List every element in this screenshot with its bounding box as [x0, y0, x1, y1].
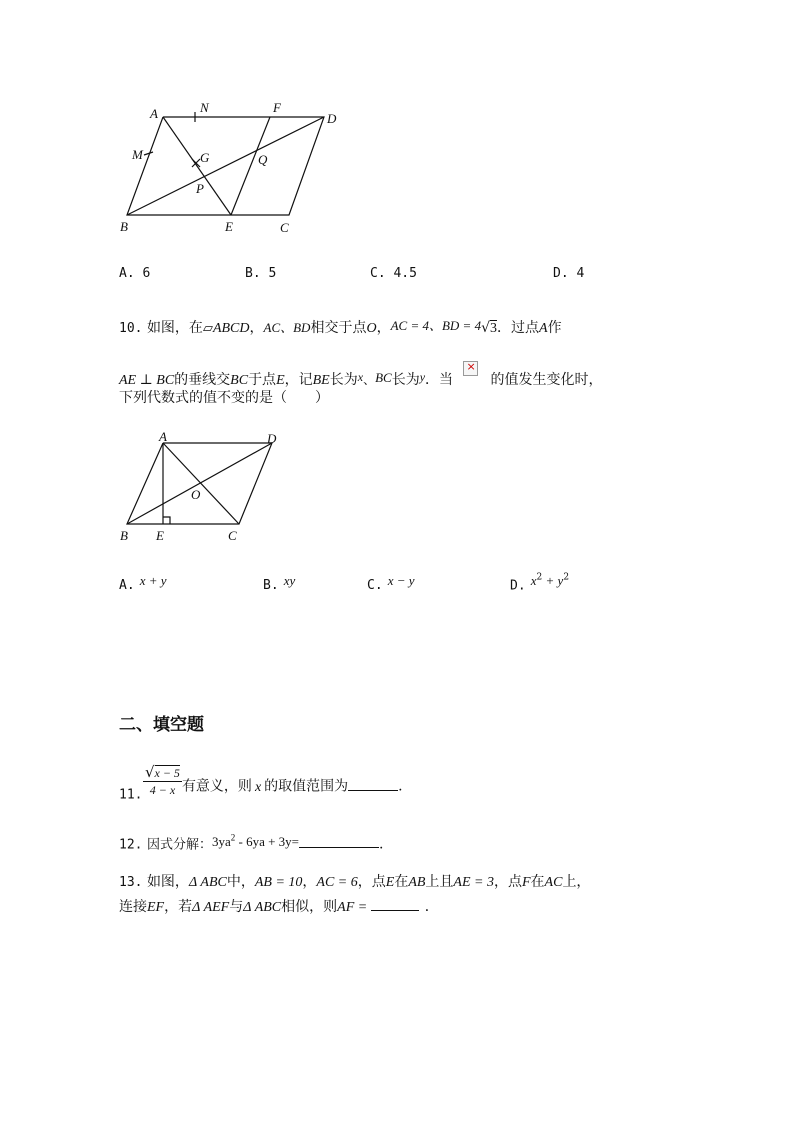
- q13-text: 与: [229, 899, 244, 915]
- q12-math: 3ya: [211, 834, 231, 850]
- q9-label-b: B: [120, 219, 128, 234]
- option-letter: D.: [553, 266, 569, 281]
- q13-text: ，点: [357, 874, 386, 890]
- q12-math: =: [291, 834, 300, 850]
- option-letter: D.: [510, 578, 526, 594]
- q13-math: =: [354, 900, 371, 915]
- option-letter: A.: [119, 266, 135, 281]
- q9-segment-ae: [163, 117, 231, 215]
- q9-option-b: [245, 266, 276, 281]
- option-text: xy: [283, 573, 296, 588]
- q10-text: 、: [363, 373, 376, 387]
- q9-label-q: Q: [258, 152, 268, 167]
- q11-denominator: 4 − x: [143, 781, 182, 798]
- option-letter: B.: [245, 266, 261, 281]
- q10-line-1: [119, 315, 562, 337]
- q9-option-c: [370, 266, 417, 281]
- q9-figure: [110, 95, 350, 240]
- q9-label-e: E: [225, 219, 233, 234]
- q13-math: AC: [544, 875, 563, 890]
- q10-text: ，记: [284, 372, 313, 388]
- q13-text: 如图，: [146, 874, 189, 890]
- q10-option-a: [119, 573, 167, 593]
- q12-text: .: [379, 836, 384, 853]
- q13-text: 连接: [119, 899, 147, 915]
- q10-math: E: [276, 373, 285, 388]
- q13-text: 在: [530, 874, 545, 890]
- q10-math: y: [419, 370, 426, 384]
- q10-option-d: [510, 573, 569, 593]
- q12-answer-blank[interactable]: [299, 833, 379, 848]
- q11-line: [119, 763, 403, 803]
- sqrt-symbol: √: [481, 320, 490, 336]
- q10-math: A: [539, 321, 548, 336]
- q10-option-c: [367, 573, 415, 593]
- q13-text: 相似，则: [281, 899, 338, 915]
- option-exponent: 2: [536, 573, 543, 583]
- q9-label-a: A: [150, 106, 158, 121]
- q10-math: AE ⊥ BC: [119, 373, 175, 388]
- q13-math: E: [385, 875, 395, 890]
- q11-radicand: x − 5: [154, 766, 180, 780]
- question-number: 11.: [119, 787, 143, 803]
- q9-option-d: [553, 266, 584, 281]
- q10-text: 长为: [391, 372, 420, 388]
- option-exponent: 2: [563, 573, 570, 583]
- q9-option-a: [119, 266, 150, 281]
- q11-fraction: [143, 763, 182, 798]
- q13-line-1: [119, 871, 590, 891]
- q11-text: .: [398, 778, 403, 795]
- q13-math: Δ ABC: [188, 875, 227, 890]
- question-number: 13.: [119, 875, 143, 890]
- option-math: + y: [542, 573, 564, 589]
- q10-text: ．过点: [497, 320, 539, 336]
- option-text: 4: [576, 266, 585, 281]
- q10-text: ．当: [425, 372, 454, 388]
- option-text: 4.5: [393, 266, 417, 281]
- q12-line: [119, 833, 383, 852]
- q13-math: AE = 3: [453, 875, 494, 890]
- q9-label-p: P: [196, 181, 204, 196]
- q10-math: BC: [375, 370, 392, 385]
- q12-exponent: 2: [230, 833, 236, 843]
- q13-text: ．: [424, 899, 439, 915]
- q9-label-c: C: [280, 220, 289, 235]
- section-heading: 二、填空题: [119, 715, 204, 735]
- q10-text: 的垂线交: [174, 372, 231, 388]
- q10-option-b: [263, 573, 295, 593]
- q10-text: 如图，在: [146, 320, 203, 336]
- parallelogram-symbol: ▱: [202, 321, 213, 336]
- q13-math: AF: [337, 900, 355, 915]
- q11-answer-blank[interactable]: [348, 776, 398, 791]
- q10-text: 长为: [329, 372, 358, 388]
- q13-math: Δ AEF: [192, 900, 230, 915]
- broken-image-icon: [463, 361, 478, 376]
- option-letter: A.: [119, 578, 135, 593]
- q10-text: 的值发生变化时，: [490, 372, 603, 388]
- q10-text: 于点: [248, 372, 277, 388]
- q10-diagonal-bd: [127, 443, 272, 524]
- q10-math: O: [366, 321, 377, 336]
- option-text: x + y: [139, 573, 167, 588]
- q13-math: Δ ABC: [243, 900, 282, 915]
- q10-label-d: D: [267, 431, 277, 446]
- q12-math: - 6ya + 3y: [235, 834, 292, 850]
- option-letter: B.: [263, 578, 279, 593]
- q11-text: 的取值范围为: [264, 778, 349, 795]
- q9-label-d: D: [327, 111, 337, 126]
- q9-label-f: F: [273, 100, 281, 115]
- q13-math: AB = 10: [254, 875, 303, 890]
- q10-right-angle-mark: [163, 517, 170, 524]
- q12-expression: [212, 834, 299, 849]
- q10-label-a: A: [159, 429, 167, 444]
- q13-math: EF: [147, 900, 165, 915]
- q10-label-o: O: [191, 487, 201, 502]
- sqrt-symbol: √: [144, 763, 155, 781]
- q11-math: x: [254, 779, 262, 795]
- q13-text: ，若: [164, 899, 193, 915]
- q13-text: 上且: [425, 874, 454, 890]
- question-number: 10.: [119, 321, 143, 336]
- option-letter: C.: [370, 266, 386, 281]
- q9-label-m: M: [132, 147, 143, 162]
- q9-label-n: N: [200, 100, 209, 115]
- q10-label-c: C: [228, 528, 237, 543]
- q11-numerator: [143, 763, 182, 781]
- q10-label-e: E: [156, 528, 164, 543]
- q13-line-2: [119, 896, 439, 916]
- q13-math: AB: [408, 875, 426, 890]
- option-math: x: [530, 573, 537, 589]
- option-text: [531, 574, 569, 589]
- q9-tick-m: [144, 152, 153, 155]
- option-text: x − y: [387, 573, 415, 588]
- q10-sqrt-radicand: 3: [490, 321, 497, 336]
- question-number: 12.: [119, 837, 143, 853]
- q13-answer-blank[interactable]: [371, 896, 419, 911]
- q10-math: BE: [312, 373, 330, 388]
- q13-text: 中，: [226, 874, 255, 890]
- option-letter: C.: [367, 578, 383, 593]
- q13-math: F: [521, 875, 531, 890]
- q12-text: 因式分解：: [146, 837, 212, 853]
- q10-text: ，: [376, 320, 391, 336]
- q10-text: 相交于点: [310, 320, 367, 336]
- q10-line-3: 下列代数式的值不变的是（ ）: [119, 390, 329, 406]
- q10-math: AC、BD: [263, 320, 311, 335]
- q10-math: BC: [230, 373, 249, 388]
- q13-text: ，点: [493, 874, 522, 890]
- q13-text: ，: [302, 874, 317, 890]
- q10-text: 作: [547, 320, 562, 336]
- q10-math: x: [357, 370, 364, 384]
- q10-diagonal-ac: [163, 443, 239, 524]
- q13-text: 上，: [562, 874, 591, 890]
- q13-text: 在: [394, 874, 409, 890]
- option-text: 5: [268, 266, 277, 281]
- q10-line-2: [119, 361, 602, 389]
- q10-math: AC = 4、BD = 4: [390, 318, 482, 333]
- q10-figure: [115, 428, 295, 546]
- q10-text: ，: [249, 320, 264, 336]
- option-text: 6: [142, 266, 151, 281]
- q10-math: ABCD: [212, 321, 250, 336]
- q9-label-g: G: [200, 150, 210, 165]
- q13-math: AC = 6: [316, 875, 358, 890]
- q10-label-b: B: [120, 528, 128, 543]
- q11-text: 有意义，则: [181, 778, 252, 795]
